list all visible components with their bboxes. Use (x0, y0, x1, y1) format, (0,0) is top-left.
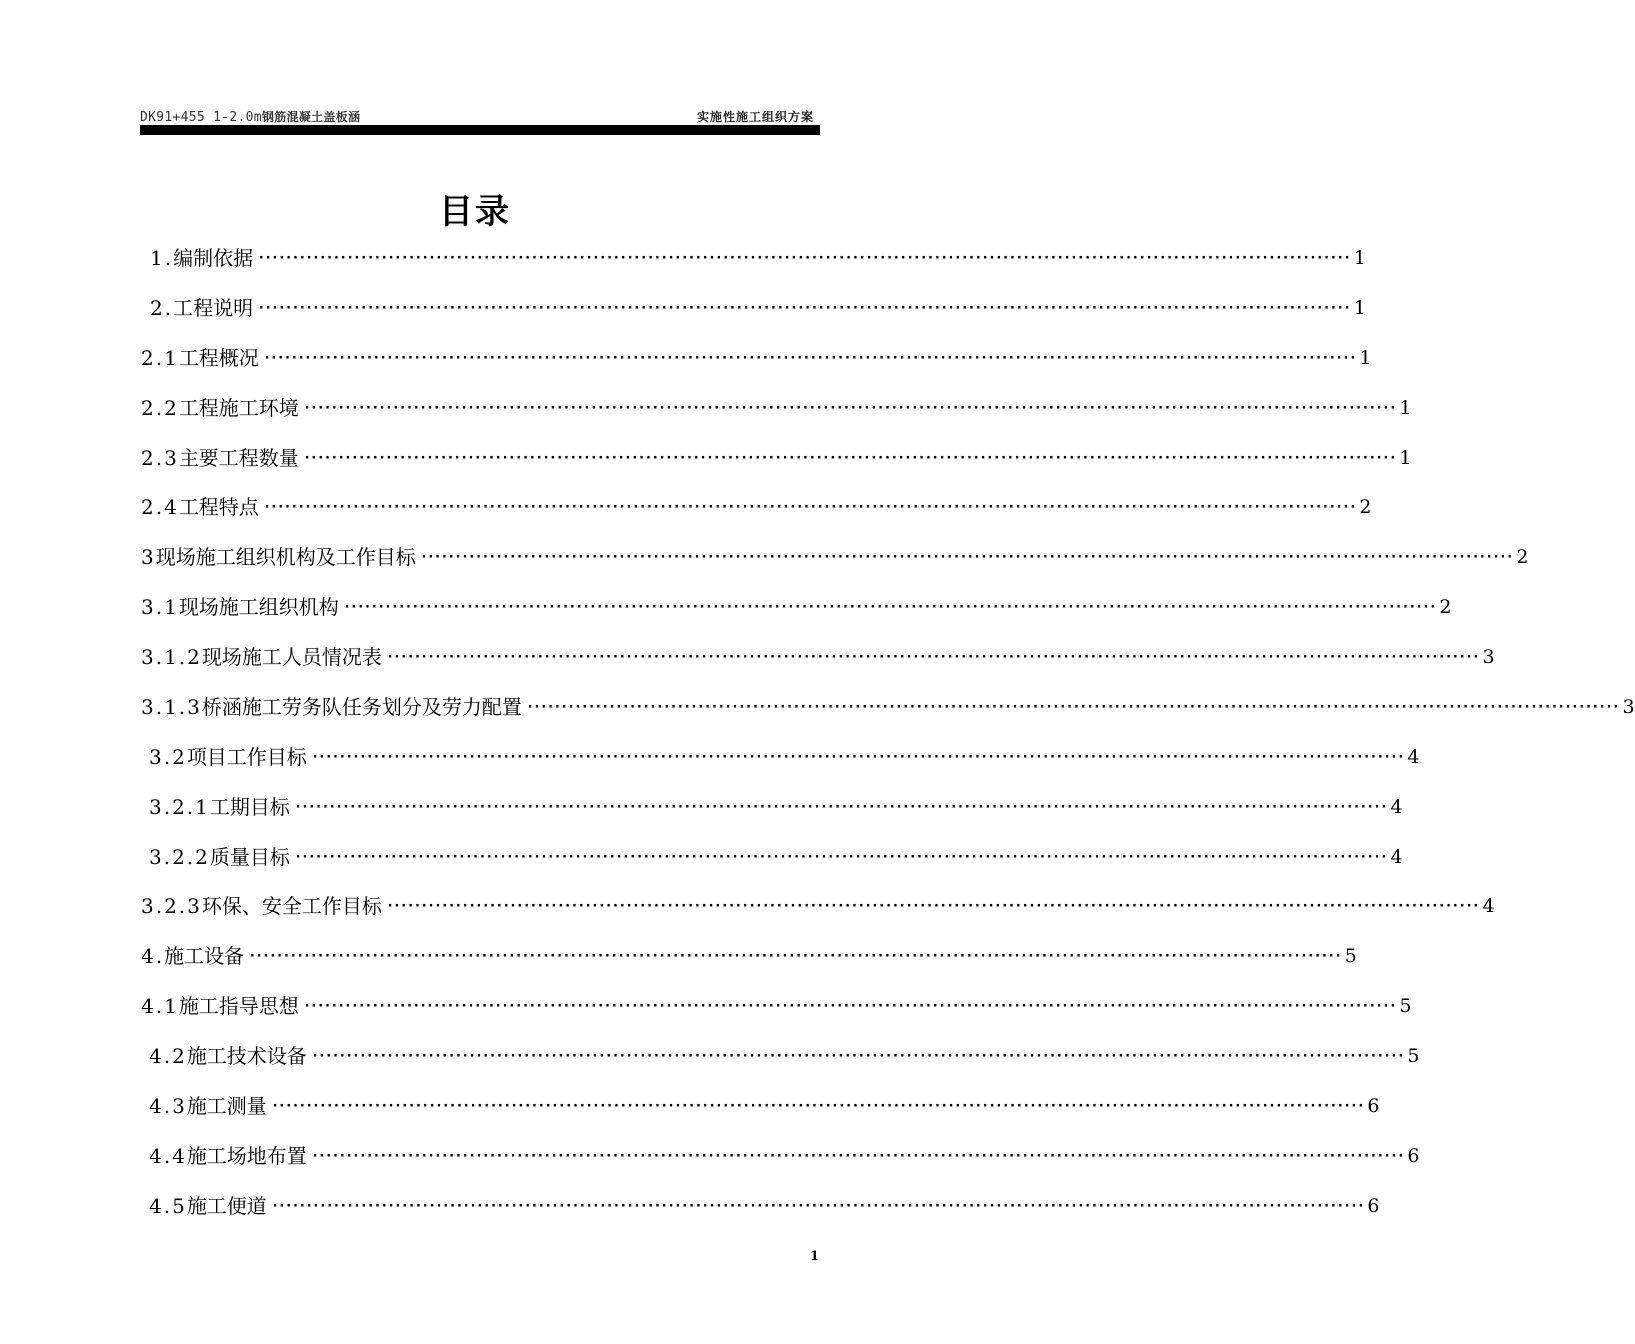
toc-entry[interactable] (141, 690, 1635, 720)
toc-entry[interactable] (141, 490, 1372, 520)
toc-entry-text: 编制依据 (173, 246, 254, 270)
header-left (140, 108, 360, 125)
toc-entry-number: 4.3 (149, 1094, 187, 1118)
toc-entry-page: 4 (1407, 746, 1420, 768)
toc-entry-number: 2.3 (141, 446, 179, 470)
toc-entry[interactable] (149, 740, 1420, 770)
toc-entry-label (149, 744, 307, 770)
toc-entry-label (141, 993, 299, 1019)
toc-entry-page: 2 (1439, 596, 1452, 618)
toc-entry-text: 质量目标 (209, 845, 290, 869)
toc-entry-label (141, 544, 416, 570)
toc-entry-number: 4.4 (149, 1144, 187, 1168)
header-document-title: 实施性施工组织方案 (696, 110, 814, 124)
toc-entry-label (149, 794, 290, 820)
toc-dot-leader: ································································································································································ (310, 1148, 1404, 1164)
toc-entry-text: 工期目标 (209, 795, 290, 819)
toc-dot-leader: ································································································································································ (270, 1098, 1364, 1114)
toc-dot-leader: ································································································································································ (248, 948, 1341, 964)
toc-entry-label (141, 345, 259, 371)
toc-entry-page: 5 (1407, 1045, 1420, 1067)
toc-entry-page: 2 (1359, 496, 1372, 518)
toc-dot-leader: ································································································································································ (385, 898, 1479, 914)
toc-dot-leader: ································································································································································ (310, 749, 1404, 765)
toc-entry-number: 4.2 (149, 1044, 187, 1068)
toc-entry-number: 3.2 (149, 745, 187, 769)
toc-entry[interactable] (149, 1089, 1380, 1119)
toc-entry-text: 现场施工组织机构 (178, 595, 339, 619)
page-title: 目录 (439, 192, 511, 232)
toc-entry-label (150, 295, 253, 321)
toc-entry[interactable] (141, 989, 1412, 1019)
header-rule (140, 125, 820, 135)
toc-entry-page: 5 (1344, 945, 1357, 967)
toc-entry[interactable] (141, 341, 1372, 371)
toc-entry-text: 工程特点 (178, 495, 259, 519)
toc-entry-text: 项目工作目标 (186, 745, 307, 769)
toc-entry-text: 现场施工人员情况表 (201, 645, 382, 669)
toc-entry-text: 工程施工环境 (178, 396, 299, 420)
toc-entry-number: 1. (150, 246, 174, 270)
toc-entry-number: 3 (141, 545, 156, 569)
toc-entry-page: 4 (1390, 846, 1403, 868)
toc-entry-label (141, 893, 382, 919)
toc-dot-leader: ································································································································································ (262, 350, 1356, 366)
toc-entry[interactable] (149, 840, 1403, 870)
toc-entry-text: 桥涵施工劳务队任务划分及劳力配置 (201, 695, 522, 719)
toc-entry-label (141, 494, 259, 520)
toc-entry-page: 6 (1407, 1145, 1420, 1167)
toc-dot-leader: ································································································································································ (385, 649, 1479, 665)
toc-entry-text: 工程说明 (173, 296, 254, 320)
toc-entry-text: 主要工程数量 (178, 446, 299, 470)
toc-entry-label (149, 1193, 267, 1219)
toc-entry[interactable] (149, 1189, 1380, 1219)
toc-entry-page: 1 (1359, 347, 1372, 369)
page-number: 1 (810, 1249, 820, 1264)
toc-entry[interactable] (149, 1139, 1420, 1169)
toc-entry-page: 6 (1367, 1195, 1380, 1217)
toc-entry[interactable] (149, 790, 1403, 820)
toc-entry-text: 施工设备 (164, 944, 245, 968)
toc-entry-label (150, 245, 253, 271)
toc-entry-number: 3.2.2 (149, 845, 210, 869)
toc-entry-page: 4 (1482, 895, 1495, 917)
toc-entry-label (149, 844, 290, 870)
toc-dot-leader: ································································································································································ (293, 849, 1387, 865)
toc-entry[interactable] (141, 640, 1495, 670)
toc-entry[interactable] (141, 441, 1412, 471)
toc-entry[interactable] (141, 889, 1495, 919)
toc-entry-label (141, 594, 339, 620)
toc-entry-page: 4 (1390, 796, 1403, 818)
toc-entry-text: 现场施工组织机构及工作目标 (155, 545, 416, 569)
toc-entry-text: 施工场地布置 (186, 1144, 307, 1168)
toc-dot-leader: ································································································································································ (302, 998, 1396, 1014)
toc-entry-text: 施工测量 (186, 1094, 267, 1118)
toc-dot-leader: ································································································································································ (257, 300, 1350, 316)
toc-dot-leader: ································································································································································ (525, 699, 1619, 715)
toc-entry-page: 1 (1399, 447, 1412, 469)
toc-entry-page: 1 (1353, 247, 1366, 269)
toc-entry-page: 1 (1399, 397, 1412, 419)
toc-entry-page: 5 (1399, 995, 1412, 1017)
toc-dot-leader: ································································································································································ (419, 549, 1513, 565)
toc-entry[interactable] (150, 241, 1366, 271)
toc-entry-page: 3 (1482, 646, 1495, 668)
toc-entry-number: 4. (141, 944, 165, 968)
toc-entry-label (141, 445, 299, 471)
toc-entry-page: 2 (1516, 546, 1529, 568)
toc-entry-label (149, 1043, 307, 1069)
toc-entry[interactable] (141, 540, 1529, 570)
toc-entry-label (149, 1093, 267, 1119)
toc-entry-label (141, 644, 382, 670)
toc-dot-leader: ································································································································································ (310, 1048, 1404, 1064)
toc-entry[interactable] (141, 590, 1452, 620)
toc-entry-text: 环保、安全工作目标 (201, 894, 382, 918)
toc-entry-page: 6 (1367, 1095, 1380, 1117)
toc-entry-number: 4.1 (141, 994, 179, 1018)
toc-entry-page: 3 (1622, 696, 1635, 718)
toc-dot-leader: ································································································································································ (302, 450, 1396, 466)
toc-entry-text: 工程概况 (178, 346, 259, 370)
toc-dot-leader: ································································································································································ (270, 1198, 1364, 1214)
toc-entry-label (149, 1143, 307, 1169)
toc-entry-label (141, 943, 244, 969)
toc-entry-text: 施工技术设备 (186, 1044, 307, 1068)
toc-entry-number: 2.1 (141, 346, 179, 370)
toc-entry-label (141, 395, 299, 421)
toc-dot-leader: ································································································································································ (257, 250, 1350, 266)
toc-entry-number: 3.2.3 (141, 894, 202, 918)
toc-entry[interactable] (141, 939, 1357, 969)
toc-entry[interactable] (149, 1039, 1420, 1069)
toc-entry-number: 3.1 (141, 595, 179, 619)
toc-entry-text: 施工指导思想 (178, 994, 299, 1018)
toc-entry[interactable] (150, 291, 1366, 321)
toc-dot-leader: ································································································································································ (342, 599, 1436, 615)
toc-dot-leader: ································································································································································ (302, 400, 1396, 416)
toc-entry-number: 2. (150, 296, 174, 320)
toc-entry-number: 3.1.2 (141, 645, 202, 669)
header-project-title: 钢筋混凝土盖板涵 (261, 110, 361, 124)
toc-entry-page: 1 (1353, 297, 1366, 319)
toc-entry-number: 2.2 (141, 396, 179, 420)
header-project-code: DK91+455 1-2.0m (140, 110, 262, 125)
toc-entry-number: 3.1.3 (141, 695, 202, 719)
toc-entry[interactable] (141, 391, 1412, 421)
toc-entry-number: 2.4 (141, 495, 179, 519)
toc-entry-number: 4.5 (149, 1194, 187, 1218)
toc-dot-leader: ································································································································································ (262, 499, 1356, 515)
toc-dot-leader: ································································································································································ (293, 799, 1387, 815)
toc-entry-label (141, 694, 522, 720)
toc-entry-text: 施工便道 (186, 1194, 267, 1218)
toc-entry-number: 3.2.1 (149, 795, 210, 819)
